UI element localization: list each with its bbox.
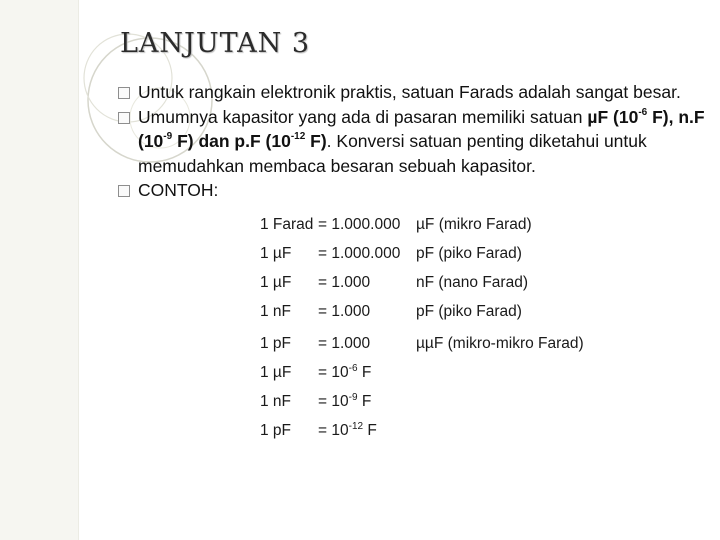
conversion-unit: pF (piko Farad) [416, 245, 522, 262]
bullet-rest: . Konversi satuan penting diketahui untuk memudahkan membaca besaran sebuah kapasitor. [138, 131, 647, 176]
exponent: -6 [348, 362, 358, 374]
conversion-value [318, 393, 371, 411]
conversion-unit: µµF (mikro-mikro Farad) [416, 335, 584, 352]
power-base: = 10 [318, 422, 349, 439]
square-bullet-icon [118, 87, 130, 99]
conversion-value [318, 422, 377, 440]
page-title: LANJUTAN 3 [120, 28, 311, 59]
unit-close: F), n.F (10 [138, 106, 705, 151]
unit-close: F) dan p.F (10 [172, 131, 291, 151]
bullet-text: Untuk rangkain elektronik praktis, satuan Farads adalah sangat besar. [138, 82, 681, 102]
exponent: -9 [163, 131, 173, 143]
exponent: -12 [290, 131, 306, 143]
side-panel [0, 0, 79, 540]
conversion-left: 1 pF [260, 422, 292, 439]
exponent: -9 [348, 391, 358, 403]
conversion-value: = 1.000 [318, 274, 371, 291]
conversion-value: = 1.000 [318, 335, 371, 352]
bullet-text [138, 105, 708, 179]
square-bullet-icon [118, 185, 130, 197]
conversion-value: = 1.000 [318, 303, 371, 320]
conversion-left: 1 pF [260, 335, 292, 352]
conversion-unit: nF (nano Farad) [416, 274, 528, 291]
unit-suffix: F [363, 422, 377, 439]
conversion-value: = 1.000.000 [318, 216, 401, 233]
conversion-value: = 1.000.000 [318, 245, 401, 262]
unit-suffix: F [357, 364, 372, 381]
conversion-left: 1 Farad [260, 216, 314, 233]
power-base: = 10 [318, 364, 349, 381]
unit-open: (10 [613, 106, 639, 127]
bullet-item [118, 80, 708, 105]
conversion-left: 1 µF [260, 274, 292, 291]
exponent: -6 [638, 106, 648, 118]
conversion-left: 1 µF [260, 245, 292, 262]
conversion-value [318, 364, 371, 382]
unit-close: F) [305, 131, 327, 151]
square-bullet-icon [118, 112, 130, 124]
bullet-text: CONTOH: [138, 180, 219, 200]
exponent: -12 [348, 420, 364, 432]
bullet-intro: Umumnya kapasitor yang ada di pasaran memiliki satuan [138, 106, 588, 127]
conversion-left: 1 nF [260, 393, 292, 410]
unit-microfarad: µF [587, 106, 609, 127]
bullet-list [118, 80, 708, 203]
conversion-unit: µF (mikro Farad) [416, 216, 532, 233]
conversion-left: 1 µF [260, 364, 292, 381]
conversion-left: 1 nF [260, 303, 292, 320]
power-base: = 10 [318, 393, 349, 410]
bullet-item [118, 178, 708, 203]
conversion-unit: pF (piko Farad) [416, 303, 522, 320]
unit-suffix: F [357, 393, 372, 410]
bullet-item [118, 105, 708, 179]
